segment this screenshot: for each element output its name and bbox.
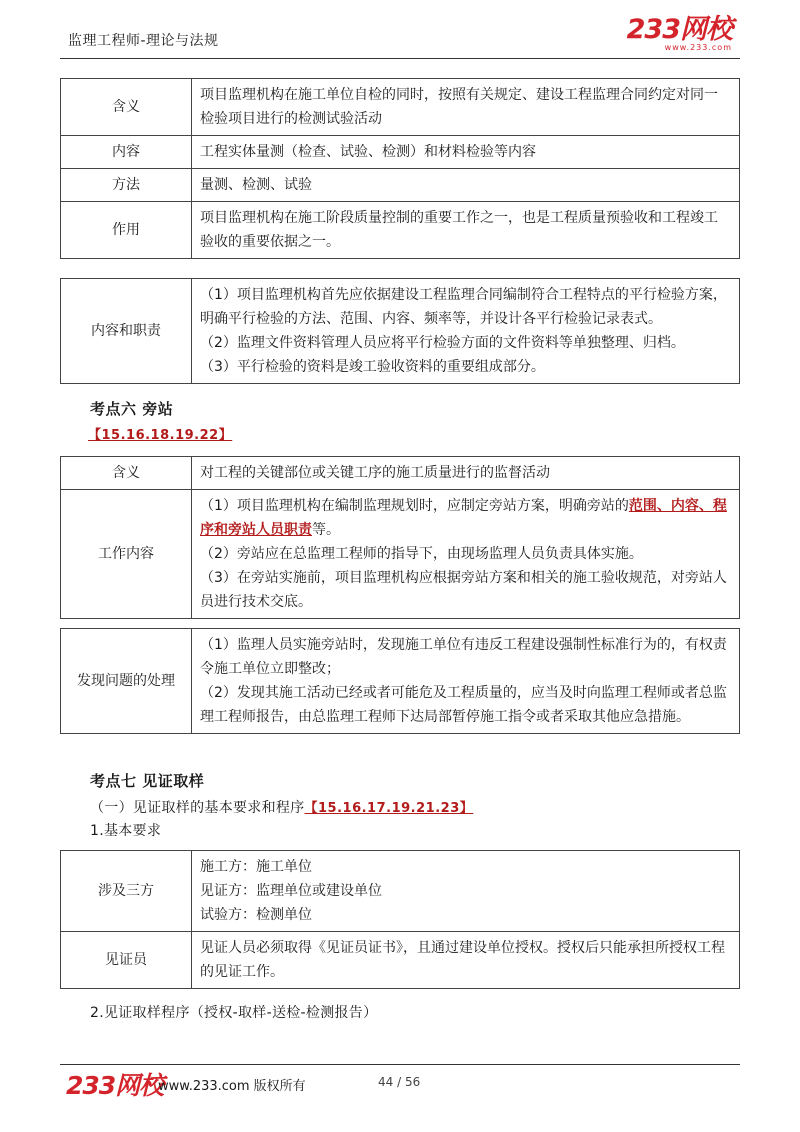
row-text — [192, 851, 740, 932]
table-row — [61, 932, 740, 989]
brand-logo — [627, 16, 732, 52]
row-text — [192, 279, 740, 384]
duty-line: （1）项目监理机构首先应依据建设工程监理合同编制符合工程特点的平行检验方案，明确平行检验的方法、范围、内容、频率等，并设计各平行检验记录表式。 — [200, 287, 727, 327]
row-label: 含义 — [61, 79, 192, 136]
row-text: 项目监理机构在施工阶段质量控制的重要工作之一，也是工程质量预验收和工程竣工验收的重要依据之一。 — [192, 202, 740, 259]
party-line: 试验方：检测单位 — [200, 907, 312, 923]
handling-line: （2）发现其施工活动已经或者可能危及工程质量的，应当及时向监理工程师或者总监理工程师报告，由总监理工程师下达局部暂停施工指令或者采取其他应急措施。 — [200, 685, 727, 725]
footer-logo: 233网校 — [66, 1071, 164, 1100]
work-line: （3）在旁站实施前，项目监理机构应根据旁站方案和相关的施工验收规范，对旁站人员进行技术交底。 — [200, 570, 727, 610]
table-row — [61, 457, 740, 490]
exam-year-tag: 【15.16.18.19.22】 — [88, 428, 233, 443]
row-label: 内容 — [61, 136, 192, 169]
row-label: 作用 — [61, 202, 192, 259]
work-line-text: （1）项目监理机构在编制监理规划时，应制定旁站方案，明确旁站的 — [200, 498, 629, 514]
row-label: 见证员 — [61, 932, 192, 989]
table-row — [61, 851, 740, 932]
row-text: 工程实体量测（检查、试验、检测）和材料检验等内容 — [192, 136, 740, 169]
exam-year-tag: 【15.16.17.19.21.23】 — [304, 801, 474, 816]
logo-url: www.233.com — [664, 43, 732, 52]
row-text — [192, 490, 740, 619]
row-text: 项目监理机构在施工单位自检的同时，按照有关规定、建设工程监理合同约定对同一检验项目进行的检测试验活动 — [192, 79, 740, 136]
duty-line: （2）监理文件资料管理人员应将平行检验方面的文件资料等单独整理、归档。 — [200, 335, 685, 351]
section-heading: 考点七 见证取样 — [90, 772, 205, 790]
work-line: （2）旁站应在总监理工程师的指导下，由现场监理人员负责具体实施。 — [200, 546, 643, 562]
table-row — [61, 629, 740, 734]
row-label: 发现问题的处理 — [61, 629, 192, 734]
party-line: 见证方：监理单位或建设单位 — [200, 883, 382, 899]
highlighted-keywords: 范围、内容、程序和旁站人员职责 — [200, 498, 727, 538]
document-title: 监理工程师-理论与法规 — [68, 33, 219, 49]
duty-line: （3）平行检验的资料是竣工验收资料的重要组成部分。 — [200, 359, 545, 375]
witness-sampling-table — [60, 850, 740, 989]
logo-wordmark: 233网校 — [626, 14, 732, 45]
row-label: 含义 — [61, 457, 192, 490]
header-divider — [60, 58, 740, 59]
work-line-text: 等。 — [312, 522, 340, 538]
side-station-table — [60, 456, 740, 619]
parallel-inspection-duties-table — [60, 278, 740, 384]
table-row — [61, 136, 740, 169]
party-line: 施工方：施工单位 — [200, 859, 312, 875]
page-number: 44 / 56 — [378, 1075, 421, 1089]
list-item: 2.见证取样程序（授权-取样-送检-检测报告） — [90, 1005, 378, 1021]
handling-line: （1）监理人员实施旁站时，发现施工单位有违反工程建设强制性标准行为的，有权责令施工单位立即整改； — [200, 637, 727, 677]
section-heading: 考点六 旁站 — [90, 400, 174, 418]
parallel-inspection-table — [60, 78, 740, 259]
row-text: 对工程的关键部位或关键工序的施工质量进行的监督活动 — [192, 457, 740, 490]
work-line — [200, 494, 731, 542]
row-label: 方法 — [61, 169, 192, 202]
row-label: 内容和职责 — [61, 279, 192, 384]
table-row — [61, 490, 740, 619]
row-label: 工作内容 — [61, 490, 192, 619]
subsection-heading — [90, 797, 473, 817]
table-row — [61, 169, 740, 202]
subsection-text: （一）见证取样的基本要求和程序 — [90, 800, 305, 816]
footer-divider — [60, 1064, 740, 1065]
problem-handling-table — [60, 628, 740, 734]
table-row — [61, 202, 740, 259]
row-text — [192, 629, 740, 734]
row-label: 涉及三方 — [61, 851, 192, 932]
list-item: 1.基本要求 — [90, 823, 162, 839]
row-text: 见证人员必须取得《见证员证书》，且通过建设单位授权。授权后只能承担所授权工程的见证工作。 — [192, 932, 740, 989]
row-text: 量测、检测、试验 — [192, 169, 740, 202]
footer-copyright: www.233.com 版权所有 — [158, 1079, 306, 1094]
table-row — [61, 279, 740, 384]
table-row — [61, 79, 740, 136]
